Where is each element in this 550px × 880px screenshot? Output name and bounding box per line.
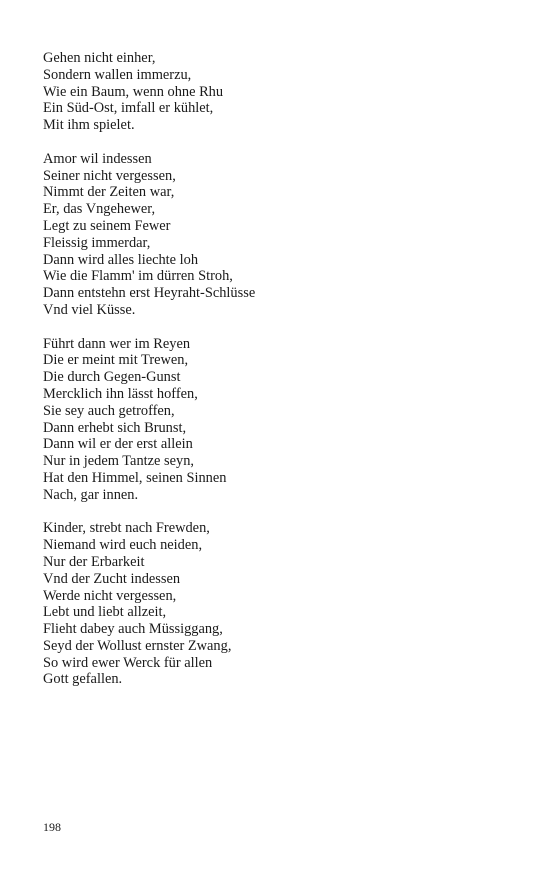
poem-line: Lebt und liebt allzeit, [43, 604, 167, 621]
poem-line: So wird ewer Werck für allen [43, 654, 213, 671]
poem-text [43, 50, 523, 705]
poem-line: Nimmt der Zeiten war, [43, 184, 175, 201]
poem-line: Amor wil indessen [43, 150, 152, 167]
poem-line: Ein Süd-Ost, imfall er kühlet, [43, 100, 214, 117]
poem-line: Fleissig immerdar, [43, 234, 151, 251]
page-number: 198 [43, 820, 61, 834]
poem-line: Wie die Flamm' im dürren Stroh, [43, 268, 233, 285]
poem-line: Gehen nicht einher, [43, 50, 156, 66]
stanza-1 [43, 50, 523, 134]
poem-line: Mit ihm spielet. [43, 117, 135, 134]
poem-line: Sondern wallen immerzu, [43, 66, 192, 83]
stanza-4 [43, 520, 523, 688]
poem-line: Die durch Gegen-Gunst [43, 369, 181, 386]
poem-line: Flieht dabey auch Müssiggang, [43, 621, 223, 638]
poem-line: Dann entstehn erst Heyraht-Schlüsse [43, 285, 256, 302]
poem-line: Gott gefallen. [43, 671, 123, 688]
poem-line: Nur in jedem Tantze seyn, [43, 453, 194, 470]
poem-line: Dann wil er der erst allein [43, 436, 193, 453]
poem-line: Dann erhebt sich Brunst, [43, 419, 187, 436]
stanza-3 [43, 336, 523, 504]
stanza-2 [43, 151, 523, 319]
poem-line: Legt zu seinem Fewer [43, 217, 171, 234]
poem-line: Er, das Vngehewer, [43, 201, 156, 218]
poem-line: Sie sey auch getroffen, [43, 402, 175, 419]
poem-line: Mercklich ihn lässt hoffen, [43, 385, 198, 402]
poem-line: Kinder, strebt nach Frewden, [43, 520, 210, 537]
poem-line: Niemand wird euch neiden, [43, 537, 203, 554]
poem-line: Dann wird alles liechte loh [43, 251, 199, 268]
poem-line: Werde nicht vergessen, [43, 587, 177, 604]
poem-line: Wie ein Baum, wenn ohne Rhu [43, 83, 224, 100]
poem-line: Vnd viel Küsse. [43, 301, 136, 318]
poem-line: Vnd der Zucht indessen [43, 570, 181, 587]
poem-line: Die er meint mit Trewen, [43, 352, 189, 369]
poem-line: Nach, gar innen. [43, 486, 139, 503]
poem-line: Seyd der Wollust ernster Zwang, [43, 637, 232, 654]
poem-line: Führt dann wer im Reyen [43, 335, 191, 352]
poem-line: Hat den Himmel, seinen Sinnen [43, 469, 227, 486]
poem-line: Seiner nicht vergessen, [43, 167, 176, 184]
poem-line: Nur der Erbarkeit [43, 553, 145, 570]
